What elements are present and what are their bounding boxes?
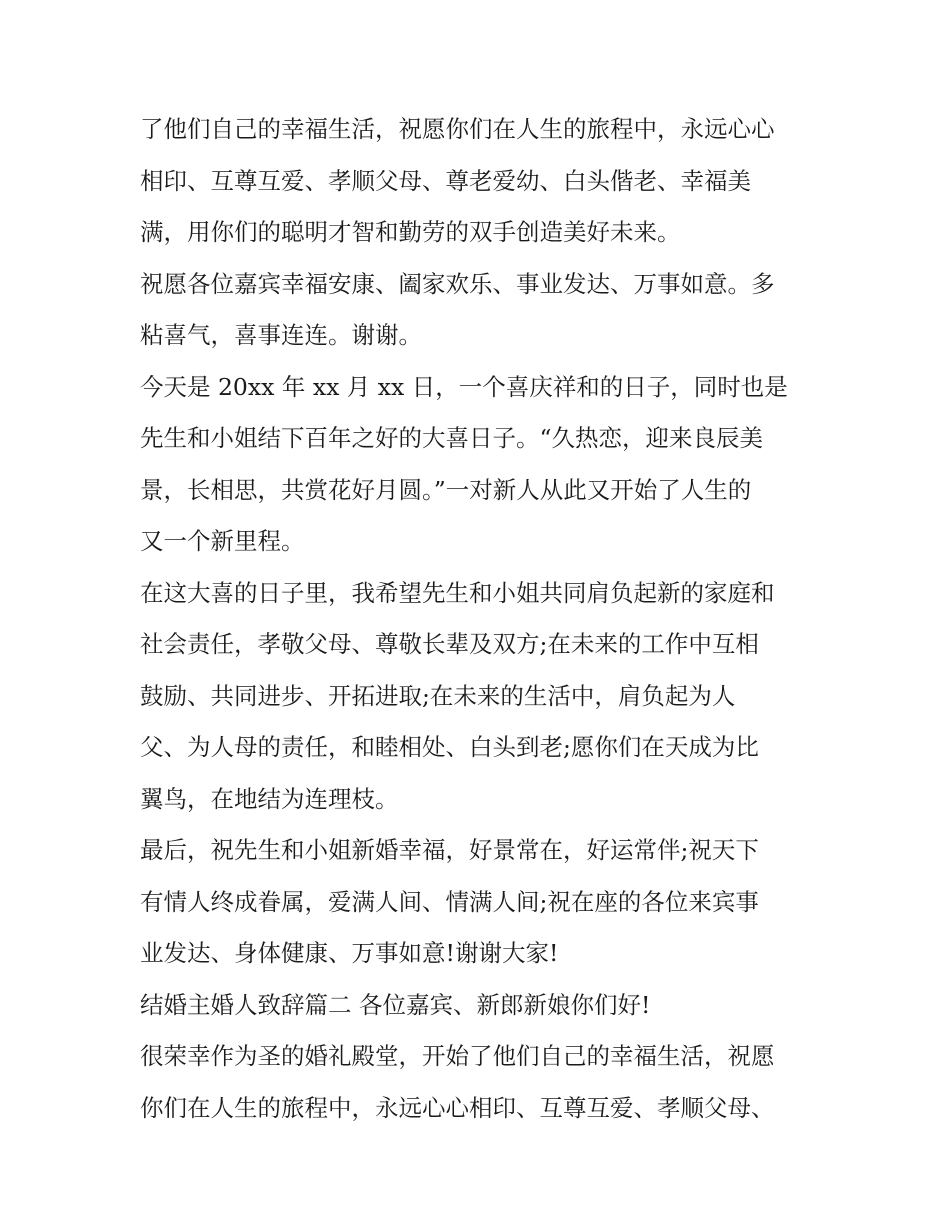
text-line: 满，用你们的聪明才智和勤劳的双手创造美好未来。 [140,218,681,246]
text-line: 你们在人生的旅程中，永远心心相印、互尊互爱、孝顺父母、 [140,1093,775,1122]
text-line: 祝愿各位嘉宾幸福安康、阖家欢乐、事业发达、万事如意。多 [140,269,775,298]
text-line: 翼鸟，在地结为连理枝。 [140,784,399,813]
text-line: 很荣幸作为圣的婚礼殿堂，开始了他们自己的幸福生活，祝愿 [140,1042,775,1070]
text-line: 景，长相思，共赏花好月圆。”一对新人从此又开始了人生的 [140,475,752,504]
text-line: 父、为人母的责任，和睦相处、白头到老;愿你们在天成为比 [140,733,759,761]
text-line: 在这大喜的日子里，我希望先生和小姐共同肩负起新的家庭和 [140,578,775,607]
text-line: 有情人终成眷属，爱满人间、情满人间;祝在座的各位来宾事 [140,887,759,916]
text-line: 相印、互尊互爱、孝顺父母、尊老爱幼、白头偕老、幸福美 [140,166,751,195]
text-line: 鼓励、共同进步、开拓进取;在未来的生活中，肩负起为人 [140,681,736,710]
text-line: 最后，祝先生和小姐新婚幸福，好景常在，好运常伴;祝天下 [140,836,759,864]
text-line: 业发达、身体健康、万事如意!谢谢大家! [140,939,559,967]
text-line: 先生和小姐结下百年之好的大喜日子。“久热恋，迎来良辰美 [140,424,764,452]
section-heading-line: 结婚主婚人致辞篇二 各位嘉宾、新郎新娘你们好! [140,990,651,1019]
document-body [140,104,820,1134]
text-line: 了他们自己的幸福生活，祝愿你们在人生的旅程中，永远心心 [140,115,775,143]
text-line: 今天是 20xx 年 xx 月 xx 日，一个喜庆祥和的日子，同时也是 [140,372,788,401]
text-line: 社会责任，孝敬父母、尊敬长辈及双方;在未来的工作中互相 [140,630,759,658]
text-line: 又一个新里程。 [140,527,305,555]
text-line: 粘喜气，喜事连连。谢谢。 [140,321,422,349]
